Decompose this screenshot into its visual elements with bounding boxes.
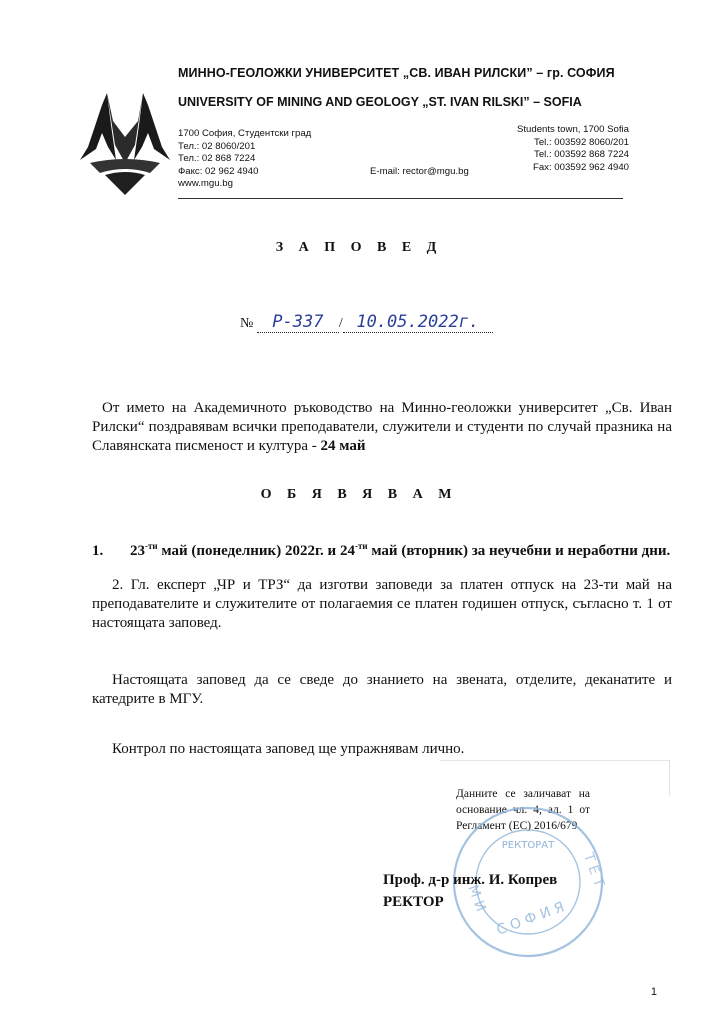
gdpr-note: Данните се заличават на основание чл. 4, ал. 1 от Регламент (ЕС) 2016/679 <box>456 788 590 832</box>
university-logo <box>80 85 170 195</box>
svg-text:Т Е Т: Т Е Т <box>579 850 607 890</box>
contact-line: 1700 София, Студентски град <box>178 128 312 139</box>
svg-text:С О Ф И Я: С О Ф И Я <box>494 899 567 939</box>
contacts-bg <box>178 128 311 191</box>
contacts-en <box>517 124 629 174</box>
order-date-field <box>343 312 493 333</box>
intro-text: От името на Академичното ръководство на Минно-геоложки университет „Св. Иван Рилски“ поздравявам всички преподаватели, служители и студенти по случай празника на Славянската писменост и култура - <box>92 400 672 454</box>
number-label: № <box>240 316 254 331</box>
svg-text:М И: М И <box>464 882 489 914</box>
order-number-row <box>240 312 493 333</box>
list-item-1 <box>92 537 672 560</box>
item-text: 23 <box>130 543 145 559</box>
university-name-en: UNIVERSITY OF MINING AND GEOLOGY „ST. IVAN RILSKI” – SOFIA <box>178 95 582 109</box>
contact-line: Тел.: 02 8060/201 <box>178 140 256 152</box>
item-text: май (понеделник) 2022г. и 24 <box>157 543 355 559</box>
contact-line: Тел.: 02 868 7224 <box>178 153 256 165</box>
item-text: 2. Гл. експерт „ЧР и ТРЗ“ да изготви заповеди за платен отпуск на 23-ти май на преподавателите и служителите от полагаемия се платен годишен отпуск, съгласно т. 1 от настоящата заповед. <box>92 577 672 631</box>
document-title: З А П О В Е Д <box>275 240 443 255</box>
order-date: 10.05.2022г. <box>356 312 480 332</box>
email-address: E-mail: rector@mgu.bg <box>370 166 469 177</box>
contact-line: Students town, 1700 Sofia <box>516 124 629 135</box>
website: www.mgu.bg <box>178 178 233 190</box>
university-name-bg: МИННО-ГЕОЛОЖКИ УНИВЕРСИТЕТ „СВ. ИВАН РИЛСКИ” – гр. СОФИЯ <box>178 66 615 80</box>
distribution-paragraph <box>92 671 672 709</box>
contact-line: Tel.: 003592 8060/201 <box>534 136 629 148</box>
contact-line: Tel.: 003592 868 7224 <box>534 149 629 161</box>
header-divider <box>178 198 623 199</box>
list-item-2 <box>92 576 672 633</box>
order-number-field <box>257 312 339 333</box>
item-number: 1. <box>92 543 104 559</box>
page-number: 1 <box>650 986 657 998</box>
contact-line: Факс: 02 962 4940 <box>178 165 259 177</box>
signatory-role: РЕКТОР <box>383 894 444 910</box>
contact-line: Fax: 003592 962 4940 <box>532 161 629 173</box>
number-separator: / <box>338 316 343 331</box>
item-sup: -ти <box>354 541 368 551</box>
paragraph-text: Контрол по настоящата заповед ще упражнявам лично. <box>112 741 465 757</box>
intro-date: 24 май <box>320 438 366 454</box>
announce-heading: О Б Я В Я В А М <box>260 487 458 502</box>
control-paragraph <box>92 740 672 759</box>
stamp-text: РЕКТОРАТ <box>501 840 555 851</box>
intro-paragraph <box>92 399 672 456</box>
paragraph-text: Настоящата заповед да се сведе до знанието на звената, отделите, деканатите и катедрите в МГУ. <box>92 672 672 707</box>
item-text: май (вторник) за неучебни и неработни дни. <box>367 543 671 559</box>
order-number: Р-337 <box>272 312 324 332</box>
signatory-name: Проф. д-р инж. И. Копрев <box>383 872 558 888</box>
item-sup: -ти <box>145 541 158 551</box>
